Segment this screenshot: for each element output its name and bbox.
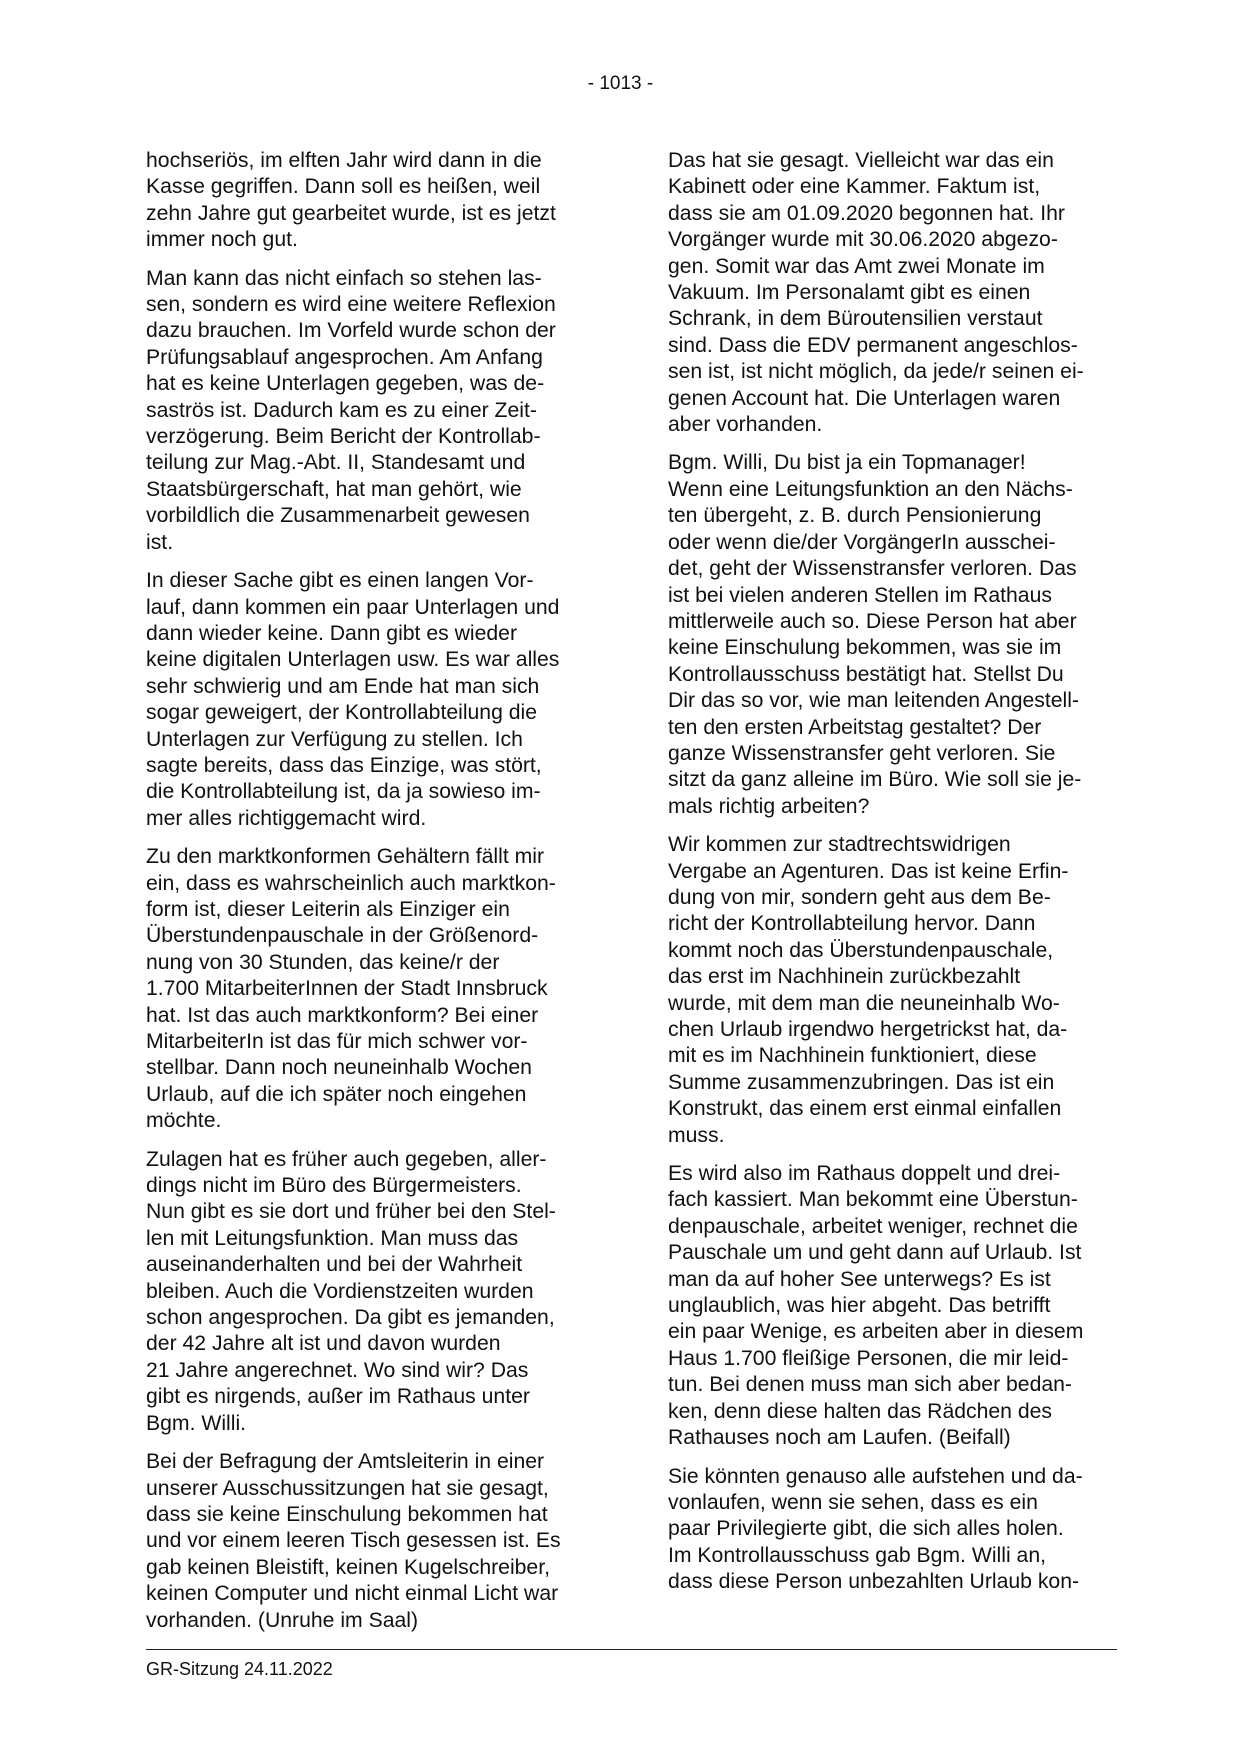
paragraph: Bgm. Willi, Du bist ja ein Topmanager! Wenn eine Leitungsfunktion an den Nächs- ten übergeht, z. B. durch Pensionierung oder wenn die/der VorgängerIn ausschei- det, geht der Wissenstransfer verloren. Das ist bei vielen anderen Stellen im Rathaus mittlerweile auch so. Diese Person hat aber keine Einschulung bekommen, was sie im Kontrollausschuss bestätigt hat. Stellst Du Dir das so vor, wie man leitenden Angestell- ten den ersten Arbeitstag gestaltet? Der ganze Wissenstransfer geht verloren. Sie sitzt da ganz alleine im Büro. Wie soll sie je- mals richtig arbeiten?: [668, 451, 1082, 818]
paragraph: Es wird also im Rathaus doppelt und drei- fach kassiert. Man bekommt eine Überstun- denpauschale, arbeitet weniger, rechnet die Pauschale um und geht dann auf Urlaub. Ist man da auf hoher See unterwegs? Es ist unglaublich, was hier abgeht. Das betrifft ein paar Wenige, es arbeiten aber in diesem Haus 1.700 fleißige Personen, die mir leid- tun. Bei denen muss man sich aber bedan- ken, denn diese halten das Rädchen des Rathauses noch am Laufen. (Beifall): [668, 1162, 1084, 1450]
footer-session-date: GR-Sitzung 24.11.2022: [146, 1659, 333, 1679]
paragraph: Das hat sie gesagt. Vielleicht war das ein Kabinett oder eine Kammer. Faktum ist, dass sie am 01.09.2020 begonnen hat. Ihr Vorgänger wurde mit 30.06.2020 abgezo- gen. Somit war das Amt zwei Monate im Vakuum. Im Personalamt gibt es einen Schrank, in dem Büroutensilien verstaut sind. Dass die EDV permanent angeschlos- sen ist, ist nicht möglich, da jede/r seinen ei- genen Account hat. Die Unterlagen waren aber vorhanden.: [668, 149, 1084, 437]
paragraph: Man kann das nicht einfach so stehen las- sen, sondern es wird eine weitere Reflexion dazu brauchen. Im Vorfeld wurde schon der Prüfungsablauf angesprochen. Am Anfang hat es keine Unterlagen gegeben, was de- saströs ist. Dadurch kam es zu einer Zeit- verzögerung. Beim Bericht der Kontrollab- teilung zur Mag.-Abt. II, Standesamt und Staatsbürgerschaft, hat man gehört, wie vorbildlich die Zusammenarbeit gewesen ist.: [146, 266, 556, 554]
right-column: [668, 148, 1110, 1608]
paragraph: Wir kommen zur stadtrechtswidrigen Vergabe an Agenturen. Das ist keine Erfin- dung von mir, sondern geht aus dem Be- richt der Kontrollabteilung hervor. Dann kommt noch das Überstundenpauschale, das erst im Nachhinein zurückbezahlt wurde, mit dem man die neuneinhalb Wo- chen Urlaub irgendwo hergetrickst hat, da- mit es im Nachhinein funktioniert, diese Summe zusammenzubringen. Das ist ein Konstrukt, das einem erst einmal einfallen muss.: [668, 833, 1069, 1147]
paragraph: Zu den marktkonformen Gehältern fällt mir ein, dass es wahrscheinlich auch marktkon- form ist, dieser Leiterin als Einziger ein Überstundenpauschale in der Größenord- nung von 30 Stunden, das keine/r der 1.700 MitarbeiterInnen der Stadt Innsbruck hat. Ist das auch marktkonform? Bei einer MitarbeiterIn ist das für mich schwer vor- stellbar. Dann noch neuneinhalb Wochen Urlaub, auf die ich später noch eingehen möchte.: [146, 845, 556, 1133]
paragraph: Sie könnten genauso alle aufstehen und da- vonlaufen, wenn sie sehen, dass es ein paar Privilegierte gibt, die sich alles holen. Im Kontrollausschuss gab Bgm. Willi an, dass diese Person unbezahlten Urlaub kon-: [668, 1464, 1083, 1594]
page-number: - 1013 -: [587, 73, 654, 94]
footer-divider: [146, 1649, 1117, 1650]
paragraph: hochseriös, im elften Jahr wird dann in die Kasse gegriffen. Dann soll es heißen, weil zehn Jahre gut gearbeitet wurde, ist es jetzt immer noch gut.: [146, 149, 556, 252]
paragraph: Zulagen hat es früher auch gegeben, aller- dings nicht im Büro des Bürgermeisters. Nun gibt es sie dort und früher bei den Stel- len mit Leitungsfunktion. Man muss das auseinanderhalten und bei der Wahrheit bleiben. Auch die Vordienstzeiten wurden schon angesprochen. Da gibt es jemanden, der 42 Jahre alt ist und davon wurden 21 Jahre angerechnet. Wo sind wir? Das gibt es nirgends, außer im Rathaus unter Bgm. Willi.: [146, 1147, 556, 1435]
paragraph: Bei der Befragung der Amtsleiterin in einer unserer Ausschussitzungen hat sie gesagt, dass sie keine Einschulung bekommen hat und vor einem leeren Tisch gesessen ist. Es gab keinen Bleistift, keinen Kugelschreiber, keinen Computer und nicht einmal Licht war vorhanden. (Unruhe im Saal): [146, 1450, 561, 1632]
left-column: [146, 148, 588, 1646]
paragraph: In dieser Sache gibt es einen langen Vor- lauf, dann kommen ein paar Unterlagen und dann wieder keine. Dann gibt es wieder keine digitalen Unterlagen usw. Es war alles sehr schwierig und am Ende hat man sich sogar geweigert, der Kontrollabteilung die Unterlagen zur Verfügung zu stellen. Ich sagte bereits, dass das Einzige, was stört, die Kontrollabteilung ist, da ja sowieso im- mer alles richtiggemacht wird.: [146, 569, 560, 830]
